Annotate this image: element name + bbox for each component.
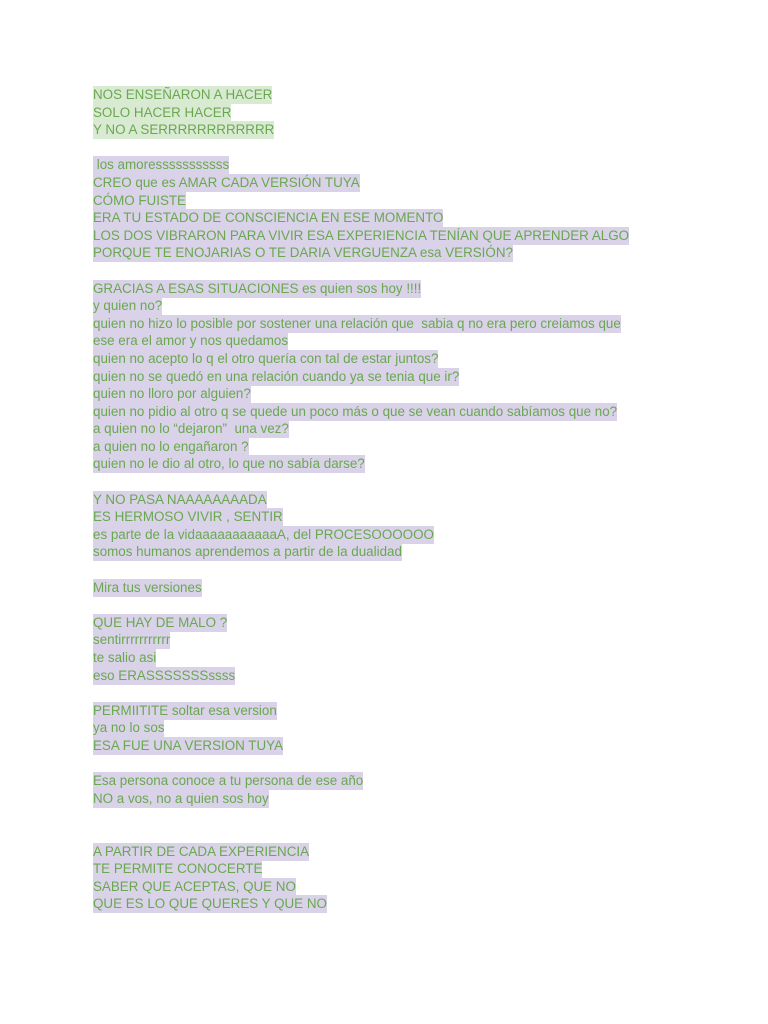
text-line [93, 667, 733, 685]
text-line [93, 455, 733, 473]
text-line [93, 526, 733, 544]
highlighted-text: Y NO A SERRRRRRRRRRRR [93, 122, 275, 138]
highlighted-text: QUE ES LO QUE QUERES Y QUE NO [93, 896, 327, 912]
highlighted-text: Y NO PASA NAAAAAAAADA [93, 491, 267, 507]
text-line [93, 614, 733, 632]
highlighted-text: ya no lo sos [93, 720, 165, 736]
highlighted-text: CREO que es AMAR CADA VERSIÓN TUYA [93, 174, 360, 190]
highlighted-text: ES HERMOSO VIVIR , SENTIR [93, 509, 283, 525]
blank-line [93, 473, 733, 491]
text-line [93, 737, 733, 755]
highlighted-text: PORQUE TE ENOJARIAS O TE DARIA VERGUENZA esa VERSIÓN? [93, 245, 513, 261]
highlighted-text: los amoresssssssssss [93, 157, 230, 173]
text-line [93, 860, 733, 878]
highlighted-text: QUE HAY DE MALO ? [93, 614, 228, 630]
text-line [93, 631, 733, 649]
blank-line [93, 262, 733, 280]
highlighted-text: CÓMO FUISTE [93, 192, 186, 208]
document-body [93, 86, 733, 913]
text-line [93, 104, 733, 122]
text-line [93, 209, 733, 227]
text-line [93, 332, 733, 350]
blank-line [93, 596, 733, 614]
text-line [93, 843, 733, 861]
blank-line [93, 807, 733, 842]
highlighted-text: y quien no? [93, 298, 163, 314]
text-line [93, 297, 733, 315]
text-line [93, 121, 733, 139]
text-line [93, 385, 733, 403]
text-line [93, 790, 733, 808]
highlighted-text: quien no se quedó en una relación cuando ya se tenia que ir? [93, 368, 460, 384]
text-line [93, 702, 733, 720]
highlighted-text: te salio asi [93, 650, 157, 665]
text-line [93, 315, 733, 333]
blank-line [93, 139, 733, 157]
text-line [93, 280, 733, 298]
text-line [93, 491, 733, 509]
highlighted-text: quien no hizo lo posible por sostener una relación que sabia q no era pero creiamos que [93, 315, 621, 331]
text-line [93, 420, 733, 438]
highlighted-text: a quien no lo engañaron ? [93, 438, 249, 454]
highlighted-text: LOS DOS VIBRARON PARA VIVIR ESA EXPERIENCIA TENÍAN QUE APRENDER ALGO [93, 227, 630, 243]
highlighted-text: TE PERMITE CONOCERTE [93, 861, 263, 877]
text-line [93, 403, 733, 421]
highlighted-text: a quien no lo “dejaron” una vez? [93, 421, 289, 437]
highlighted-text: ese era el amor y nos quedamos [93, 333, 289, 349]
highlighted-text: ESA FUE UNA VERSION TUYA [93, 737, 283, 753]
text-line [93, 368, 733, 386]
text-line [93, 244, 733, 262]
highlighted-text: eso ERASSSSSSSssss [93, 667, 236, 683]
text-line [93, 543, 733, 561]
highlighted-text: SOLO HACER HACER [93, 104, 232, 120]
highlighted-text: NOS ENSEÑARON A HACER [93, 87, 273, 102]
highlighted-text: quien no pidio al otro q se quede un poco más o que se vean cuando sabíamos que no? [93, 403, 618, 419]
highlighted-text: quien no lloro por alguien? [93, 386, 251, 402]
text-line [93, 156, 733, 174]
text-line [93, 895, 733, 913]
text-line [93, 719, 733, 737]
highlighted-text: sentirrrrrrrrrrr [93, 632, 171, 648]
text-line [93, 227, 733, 245]
text-line [93, 508, 733, 526]
highlighted-text: quien no acepto lo q el otro quería con tal de estar juntos? [93, 350, 439, 366]
text-line [93, 438, 733, 456]
text-line [93, 579, 733, 597]
highlighted-text: NO a vos, no a quien sos hoy [93, 790, 269, 806]
text-line [93, 878, 733, 896]
text-line [93, 772, 733, 790]
highlighted-text: quien no le dio al otro, lo que no sabía darse? [93, 456, 365, 472]
highlighted-text: PERMIITITE soltar esa version [93, 702, 277, 718]
highlighted-text: SABER QUE ACEPTAS, QUE NO [93, 878, 296, 894]
highlighted-text: ERA TU ESTADO DE CONSCIENCIA EN ESE MOMENTO [93, 210, 444, 226]
text-line [93, 350, 733, 368]
highlighted-text: Mira tus versiones [93, 579, 202, 595]
blank-line [93, 561, 733, 579]
highlighted-text: es parte de la vidaaaaaaaaaaaA, del PROCESOOOOOO [93, 526, 434, 542]
text-line [93, 192, 733, 210]
text-line [93, 86, 733, 104]
text-line [93, 649, 733, 667]
text-line [93, 174, 733, 192]
highlighted-text: Esa persona conoce a tu persona de ese año [93, 773, 364, 789]
highlighted-text: A PARTIR DE CADA EXPERIENCIA [93, 843, 310, 859]
blank-line [93, 755, 733, 773]
highlighted-text: somos humanos aprendemos a partir de la dualidad [93, 544, 402, 560]
highlighted-text: GRACIAS A ESAS SITUACIONES es quien sos hoy !!!! [93, 280, 422, 296]
blank-line [93, 684, 733, 702]
